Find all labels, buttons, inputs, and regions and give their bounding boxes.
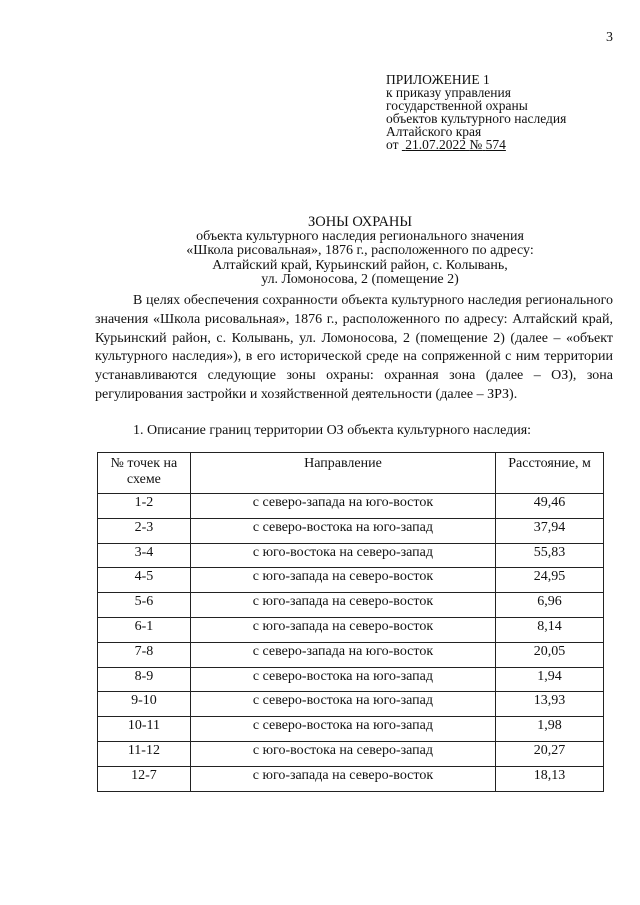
intro-paragraph: В целях обеспечения сохранности объекта культурного наследия регионального значения «Школа рисовальная», 1876 г., расположенного по адресу: Алтайский край, Курьинский район, с. Колывань, ул. Ломоносова, 2 (помещение 2) (далее – «объект культурного наследия»), в его исторической среде на сопряженной с ним территории устанавливаются следующие зоны охраны: охранная зона (далее – ОЗ), зона регулирования застройки и хозяйственной деятельности (далее – ЗРЗ). <box>95 293 613 402</box>
subtitle-line: Алтайский край, Курьинский район, с. Колывань, <box>212 257 508 273</box>
order-date: 21.07.2022 <box>405 137 466 152</box>
cell-distance: 8,14 <box>496 617 604 642</box>
cell-distance: 24,95 <box>496 568 604 593</box>
cell-points: 7-8 <box>98 642 191 667</box>
header-points: № точек на схеме <box>98 453 191 494</box>
appendix-line: Алтайского края <box>386 124 482 139</box>
cell-distance: 49,46 <box>496 494 604 519</box>
cell-direction: с северо-востока на юго-запад <box>190 717 495 742</box>
cell-points: 8-9 <box>98 667 191 692</box>
appendix-title: ПРИЛОЖЕНИЕ 1 <box>386 72 490 87</box>
cell-points: 10-11 <box>98 717 191 742</box>
cell-direction: с юго-запада на северо-восток <box>190 593 495 618</box>
cell-distance: 55,83 <box>496 543 604 568</box>
table-row <box>98 617 604 642</box>
page-number: 3 <box>606 30 613 45</box>
cell-direction: с северо-запада на юго-восток <box>190 642 495 667</box>
cell-points: 3-4 <box>98 543 191 568</box>
cell-points: 9-10 <box>98 692 191 717</box>
cell-direction: с юго-запада на северо-восток <box>190 766 495 791</box>
table-row <box>98 568 604 593</box>
table-row <box>98 642 604 667</box>
subtitle-line: объекта культурного наследия регионального значения <box>196 228 524 244</box>
table-row <box>98 518 604 543</box>
table-body <box>98 494 604 792</box>
order-number-prefix: № <box>469 137 483 152</box>
table-row <box>98 593 604 618</box>
subtitle-line: ул. Ломоносова, 2 (помещение 2) <box>261 272 459 287</box>
cell-distance: 20,27 <box>496 741 604 766</box>
cell-points: 11-12 <box>98 741 191 766</box>
appendix-line: государственной охраны <box>386 98 528 113</box>
subtitle-line: «Школа рисовальная», 1876 г., расположенного по адресу: <box>186 243 534 258</box>
cell-distance: 1,98 <box>496 717 604 742</box>
appendix-line: объектов культурного наследия <box>386 111 567 126</box>
appendix-block <box>386 73 566 151</box>
cell-points: 1-2 <box>98 494 191 519</box>
table-row <box>98 543 604 568</box>
table-row <box>98 667 604 692</box>
document-title <box>80 215 640 288</box>
cell-points: 6-1 <box>98 617 191 642</box>
appendix-line: к приказу управления <box>386 85 511 100</box>
cell-distance: 1,94 <box>496 667 604 692</box>
table-header-row <box>98 453 604 494</box>
date-prefix: от <box>386 137 399 152</box>
cell-direction: с юго-запада на северо-восток <box>190 568 495 593</box>
cell-points: 2-3 <box>98 518 191 543</box>
cell-direction: с северо-запада на юго-восток <box>190 494 495 519</box>
header-direction: Направление <box>190 453 495 494</box>
table-row <box>98 766 604 791</box>
cell-distance: 13,93 <box>496 692 604 717</box>
order-number: 574 <box>485 137 506 152</box>
cell-direction: с северо-востока на юго-запад <box>190 692 495 717</box>
table-row <box>98 717 604 742</box>
cell-points: 4-5 <box>98 568 191 593</box>
cell-points: 5-6 <box>98 593 191 618</box>
cell-distance: 37,94 <box>496 518 604 543</box>
cell-distance: 18,13 <box>496 766 604 791</box>
boundaries-table <box>97 452 604 792</box>
header-distance: Расстояние, м <box>496 453 604 494</box>
cell-distance: 6,96 <box>496 593 604 618</box>
table-row <box>98 494 604 519</box>
cell-direction: с юго-запада на северо-восток <box>190 617 495 642</box>
cell-direction: с северо-востока на юго-запад <box>190 518 495 543</box>
cell-distance: 20,05 <box>496 642 604 667</box>
table-row <box>98 741 604 766</box>
appendix-date-line <box>386 138 566 151</box>
cell-direction: с северо-востока на юго-запад <box>190 667 495 692</box>
title-line: ЗОНЫ ОХРАНЫ <box>307 214 413 230</box>
cell-direction: с юго-востока на северо-запад <box>190 741 495 766</box>
cell-points: 12-7 <box>98 766 191 791</box>
section-heading: 1. Описание границ территории ОЗ объекта культурного наследия: <box>133 423 532 438</box>
table-row <box>98 692 604 717</box>
cell-direction: с юго-востока на северо-запад <box>190 543 495 568</box>
